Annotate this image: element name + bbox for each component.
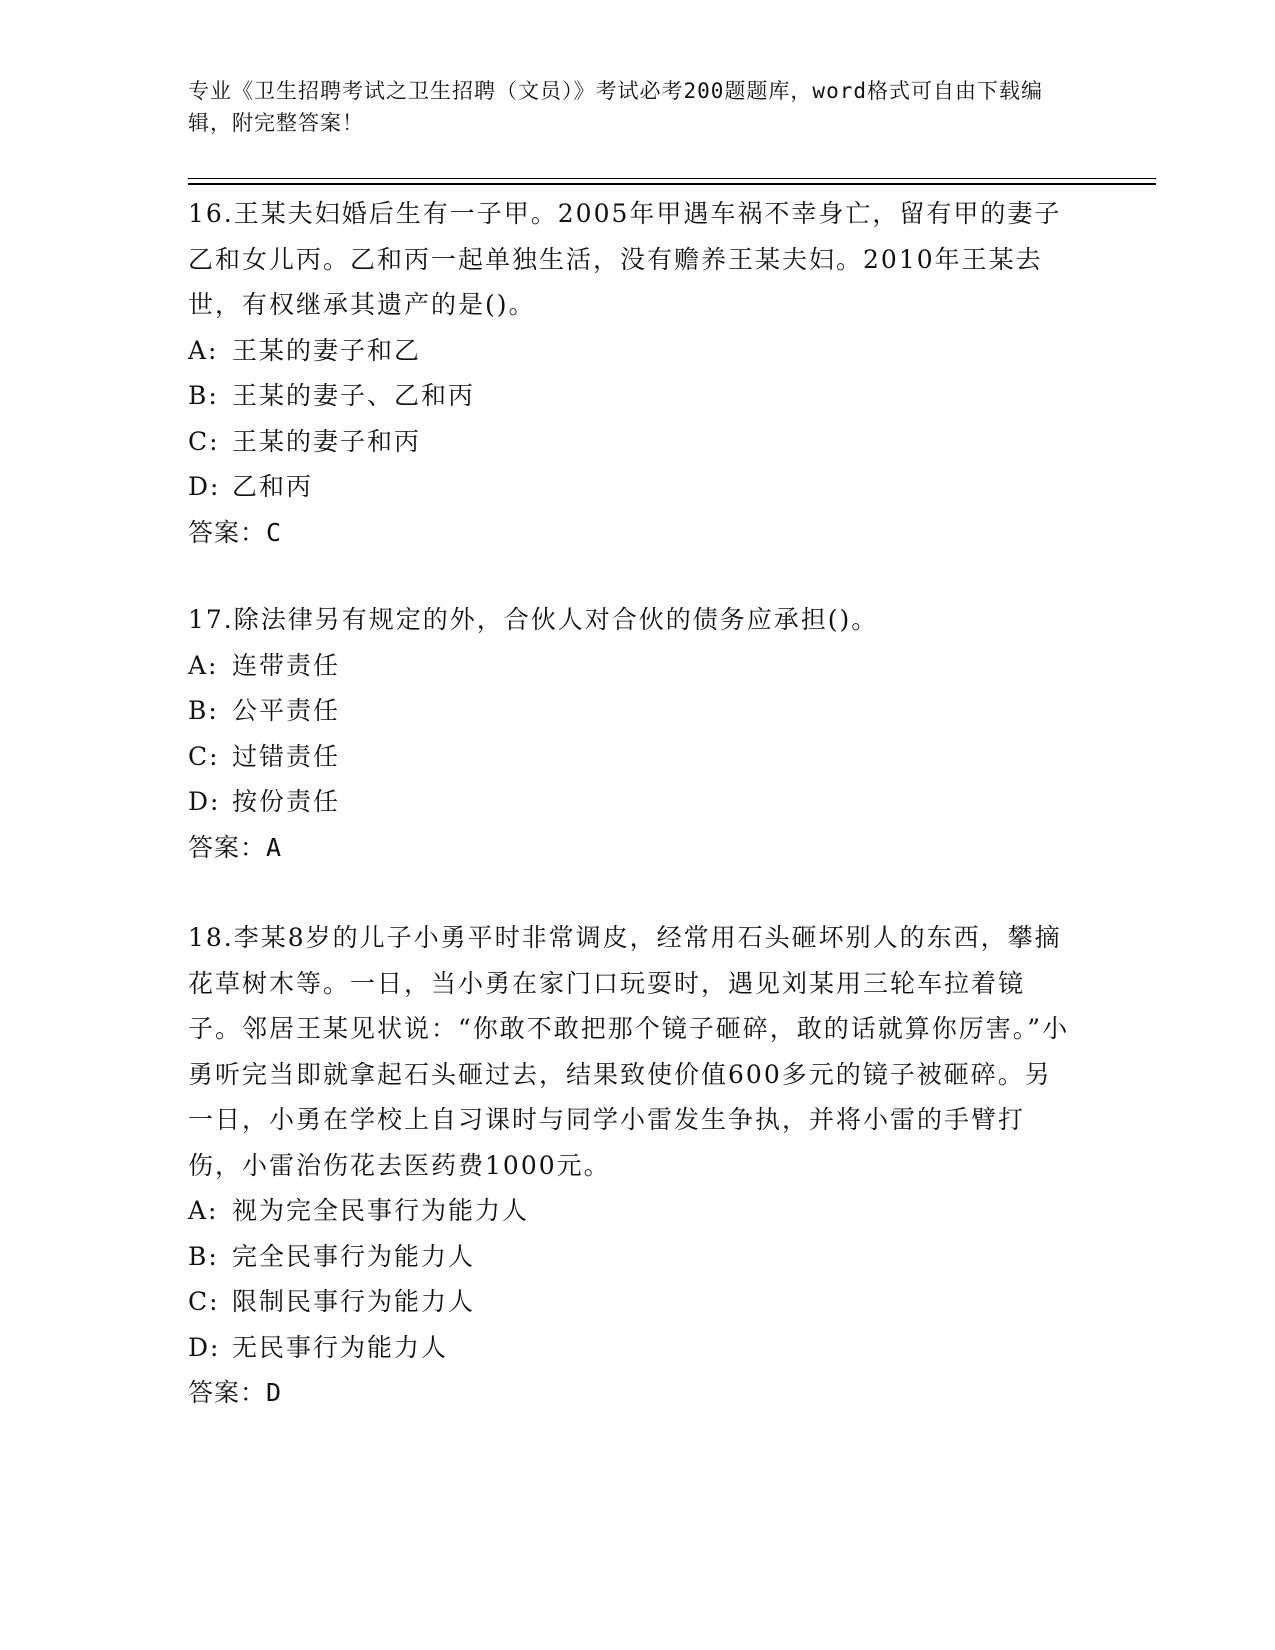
option-letter: B: [188,696,219,725]
header-divider-thin [188,178,1156,179]
option-c [188,419,1078,465]
answer-line: 答案：C [188,517,283,547]
option-letter: D: [188,1332,221,1362]
question-18 [188,915,1078,1416]
option-letter: A: [188,335,219,365]
question-16 [188,191,1078,556]
option-d [188,464,1078,510]
option-text: 王某的妻子、乙和丙 [232,381,476,410]
option-b [188,373,1078,419]
option-a [188,328,1078,374]
option-text: 完全民事行为能力人 [232,1241,476,1271]
option-d [188,1325,1078,1371]
option-letter: B: [188,381,219,410]
option-text: 限制民事行为能力人 [232,1287,476,1316]
header-divider-thick [188,183,1156,185]
option-text: 王某的妻子和丙 [232,426,422,456]
option-b [188,688,1078,734]
option-b [188,1234,1078,1280]
option-text: 视为完全民事行为能力人 [232,1196,530,1225]
option-letter: C: [188,1287,220,1316]
option-d [188,779,1078,825]
answer-line: 答案：A [188,832,283,862]
question-stem: 16.王某夫妇婚后生有一子甲。2005年甲遇车祸不幸身亡，留有甲的妻子乙和女儿丙。乙和丙一起单独生活，没有赡养王某夫妇。2010年王某去世，有权继承其遗产的是()。 [188,199,1062,319]
option-text: 王某的妻子和乙 [232,335,422,365]
option-text: 乙和丙 [232,472,314,501]
option-text: 连带责任 [232,650,341,680]
option-letter: A: [188,1196,219,1225]
question-17 [188,597,1078,871]
option-letter: D: [188,787,221,816]
document-header: 专业《卫生招聘考试之卫生招聘（文员）》考试必考200题题库，word格式可自由下载编辑，附完整答案！ [188,79,1043,135]
option-text: 按份责任 [232,787,341,816]
option-a [188,1188,1078,1234]
option-letter: D: [188,472,221,501]
option-text: 过错责任 [232,741,341,771]
option-letter: C: [188,741,220,771]
answer-line: 答案：D [188,1378,283,1407]
option-text: 无民事行为能力人 [232,1332,449,1362]
option-c [188,1279,1078,1325]
question-stem: 17.除法律另有规定的外，合伙人对合伙的债务应承担()。 [188,605,879,634]
option-a [188,643,1078,689]
option-c [188,734,1078,780]
question-stem: 18.李某8岁的儿子小勇平时非常调皮，经常用石头砸坏别人的东西，攀摘花草树木等。一日，当小勇在家门口玩耍时，遇见刘某用三轮车拉着镜子。邻居王某见状说：“你敢不敢把那个镜子砸碎，敢的话就算你厉害。”小勇听完当即就拿起石头砸过去，结果致使价值600多元的镜子被砸碎。另一日，小勇在学校上自习课时与同学小雷发生争执，并将小雷的手臂打伤，小雷治伤花去医药费1000元。 [188,923,1070,1180]
option-letter: C: [188,426,220,456]
option-text: 公平责任 [232,696,341,725]
option-letter: B: [188,1241,219,1271]
option-letter: A: [188,650,219,680]
